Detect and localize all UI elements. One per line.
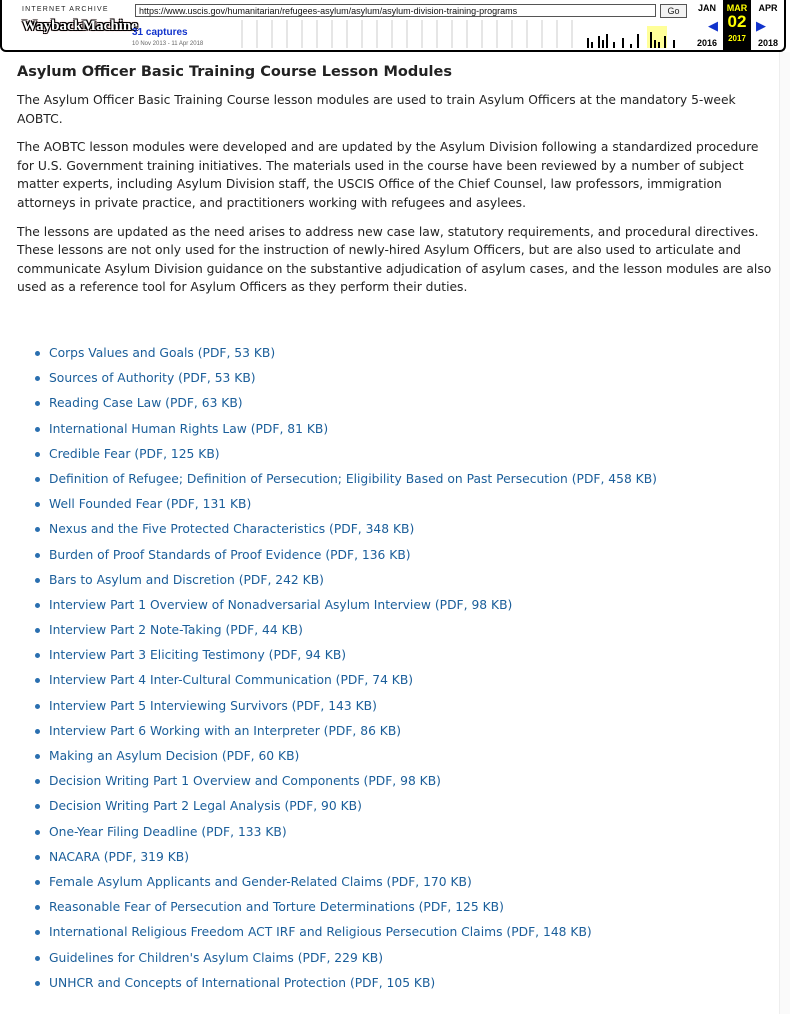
next-capture-arrow-icon[interactable]: ▶ <box>756 18 766 33</box>
prev-month-label[interactable]: JAN <box>697 3 716 13</box>
list-item <box>47 495 657 520</box>
module-link[interactable]: UNHCR and Concepts of International Protection (PDF, 105 KB) <box>49 975 436 990</box>
list-item <box>47 949 657 974</box>
list-item <box>47 797 657 822</box>
prev-capture-arrow-icon[interactable]: ◀ <box>708 18 718 33</box>
module-link[interactable]: Well Founded Fear (PDF, 131 KB) <box>49 497 252 512</box>
module-link[interactable]: Making an Asylum Decision (PDF, 60 KB) <box>49 749 300 763</box>
next-year-label[interactable]: 2018 <box>757 38 779 48</box>
wayback-go-button[interactable]: Go <box>660 4 687 18</box>
module-link[interactable]: Interview Part 4 Inter-Cultural Communication (PDF, 74 KB) <box>49 673 414 688</box>
module-link[interactable]: Decision Writing Part 2 Legal Analysis (PDF, 90 KB) <box>49 799 362 814</box>
module-link[interactable]: International Religious Freedom ACT IRF and Religious Persecution Claims (PDF, 148 KB) <box>49 925 592 940</box>
list-item <box>47 823 657 848</box>
list-item <box>47 420 657 445</box>
list-item <box>47 974 657 999</box>
current-day: 02 <box>727 12 747 31</box>
module-link[interactable]: Bars to Asylum and Discretion (PDF, 242 KB) <box>49 572 324 587</box>
list-item <box>47 546 657 571</box>
list-item <box>47 394 657 419</box>
wayback-logo[interactable]: WaybackMachine <box>22 18 138 34</box>
wayback-url-input[interactable]: https://www.uscis.gov/humanitarian/refugees-asylum/asylum/asylum-division-training-programs <box>135 4 656 17</box>
current-month: MAR <box>726 3 748 13</box>
list-item <box>47 344 657 369</box>
list-item <box>47 470 657 495</box>
list-item <box>47 621 657 646</box>
module-link[interactable]: Corps Values and Goals (PDF, 53 KB) <box>49 346 276 360</box>
wayback-logo-caption: INTERNET ARCHIVE <box>22 6 109 13</box>
list-item <box>47 848 657 873</box>
page-title: Asylum Officer Basic Training Course Lesson Modules <box>17 64 452 80</box>
module-link[interactable]: Burden of Proof Standards of Proof Evidence (PDF, 136 KB) <box>49 547 411 562</box>
module-link[interactable]: Interview Part 2 Note-Taking (PDF, 44 KB) <box>49 623 303 638</box>
list-item <box>47 697 657 722</box>
module-link[interactable]: Reasonable Fear of Persecution and Torture Determinations (PDF, 125 KB) <box>49 900 504 915</box>
list-item <box>47 646 657 671</box>
list-item <box>47 873 657 898</box>
list-item <box>47 520 657 545</box>
wayback-calendar-nav <box>692 0 788 52</box>
module-link[interactable]: Interview Part 1 Overview of Nonadversarial Asylum Interview (PDF, 98 KB) <box>49 597 513 612</box>
module-link[interactable]: Guidelines for Children's Asylum Claims (PDF, 229 KB) <box>49 950 383 965</box>
module-link[interactable]: Definition of Refugee; Definition of Persecution; Eligibility Based on Past Persecution (PDF, 458 KB) <box>49 471 657 486</box>
list-item <box>47 596 657 621</box>
module-link[interactable]: NACARA (PDF, 319 KB) <box>49 849 190 864</box>
module-link[interactable]: Female Asylum Applicants and Gender-Related Claims (PDF, 170 KB) <box>49 874 472 889</box>
list-item <box>47 369 657 394</box>
development-paragraph: The AOBTC lesson modules were developed and are updated by the Asylum Division following a standardized procedure for U.S. Government training initiatives. The materials used in the course have been reviewed by a number of subject matter experts, including Asylum Division staff, the USCIS Office of the Chief Counsel, law professors, immigration attorneys in private practice, and practitioners working with refugees and asylees. <box>17 140 759 210</box>
module-link[interactable]: Interview Part 5 Interviewing Survivors (PDF, 143 KB) <box>49 698 377 713</box>
list-item <box>47 747 657 772</box>
module-link[interactable]: International Human Rights Law (PDF, 81 KB) <box>49 421 329 436</box>
module-link[interactable]: Reading Case Law (PDF, 63 KB) <box>49 396 243 411</box>
main-content <box>17 64 777 990</box>
wayback-captures-link[interactable]: 31 captures <box>132 27 188 38</box>
module-link[interactable]: Credible Fear (PDF, 125 KB) <box>49 446 220 461</box>
next-month-label[interactable]: APR <box>758 3 778 13</box>
list-item <box>47 722 657 747</box>
list-item <box>47 898 657 923</box>
module-link[interactable]: One-Year Filing Deadline (PDF, 133 KB) <box>49 824 287 839</box>
module-link[interactable]: Interview Part 6 Working with an Interpreter (PDF, 86 KB) <box>49 723 402 738</box>
lesson-module-list <box>47 344 657 999</box>
module-link[interactable]: Interview Part 3 Eliciting Testimony (PDF, 94 KB) <box>49 648 347 663</box>
wayback-toolbar <box>0 0 786 52</box>
module-link[interactable]: Sources of Authority (PDF, 53 KB) <box>49 371 256 386</box>
intro-paragraph: The Asylum Officer Basic Training Course lesson modules are used to train Asylum Officers at the mandatory 5-week AOBTC. <box>17 93 736 126</box>
module-link[interactable]: Nexus and the Five Protected Characteristics (PDF, 348 KB) <box>49 522 415 537</box>
list-item <box>47 571 657 596</box>
page-right-edge <box>779 52 790 1014</box>
current-capture-date <box>723 0 751 52</box>
module-link[interactable]: Decision Writing Part 1 Overview and Components (PDF, 98 KB) <box>49 774 441 789</box>
list-item <box>47 671 657 696</box>
updates-paragraph: The lessons are updated as the need arises to address new case law, statutory requirements, and procedural directives. These lessons are not only used for the instruction of newly-hired Asylum Officers, but are also used to articulate and communicate Asylum Division guidance on the substantive adjudication of asylum cases, and the lesson modules are also used as a reference tool for Asylum Officers as they perform their duties. <box>17 224 772 295</box>
list-item <box>47 923 657 948</box>
wayback-capture-sparkline[interactable] <box>232 20 687 48</box>
prev-year-label[interactable]: 2016 <box>696 38 718 48</box>
current-year: 2017 <box>728 34 746 43</box>
wayback-date-range: 10 Nov 2013 - 11 Apr 2018 <box>132 41 204 47</box>
list-item <box>47 445 657 470</box>
list-item <box>47 772 657 797</box>
